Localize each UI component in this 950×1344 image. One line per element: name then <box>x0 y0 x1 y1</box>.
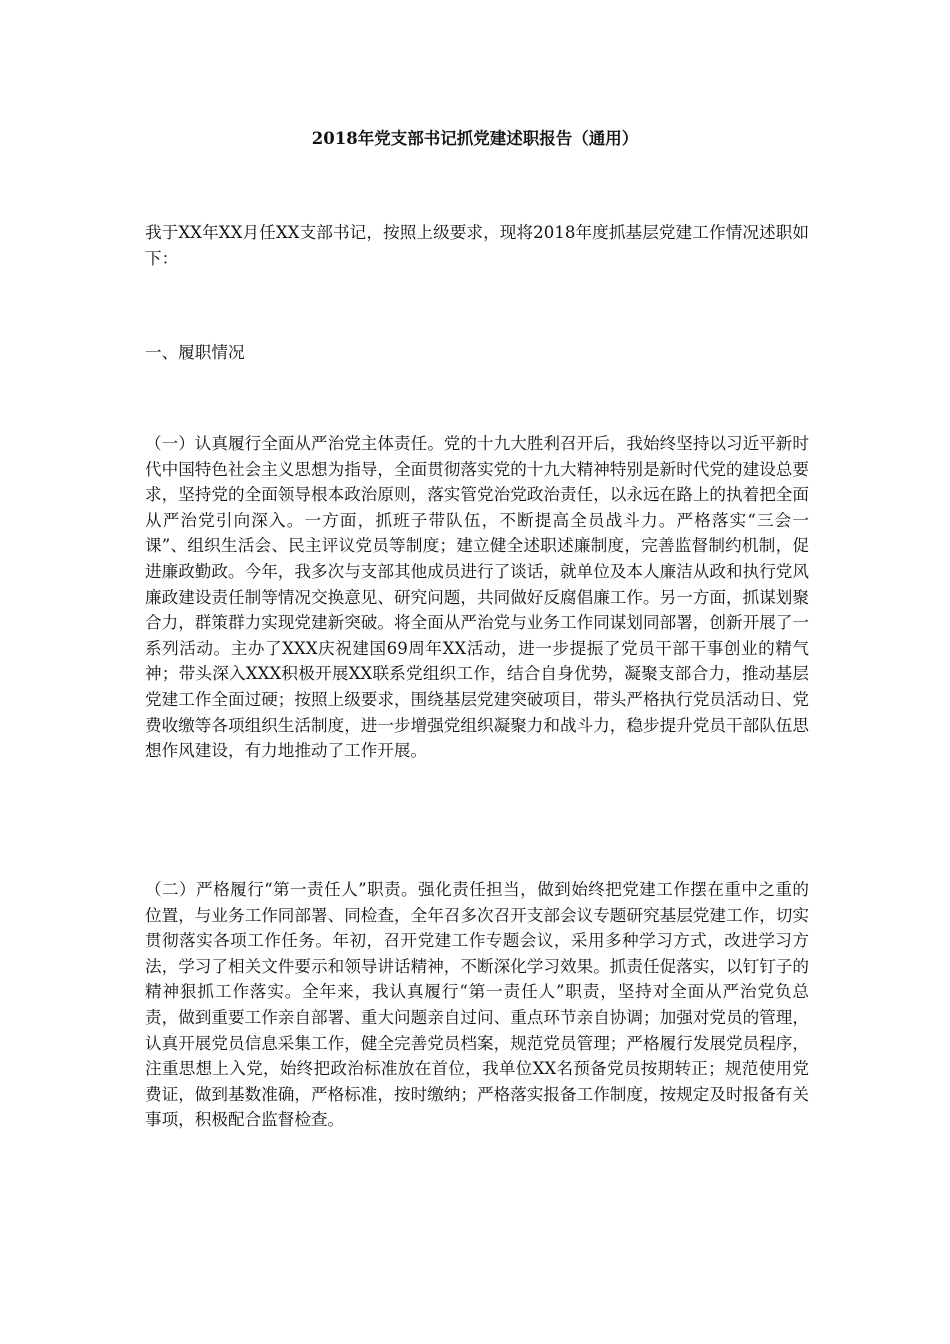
body-paragraph-1: （一）认真履行全面从严治党主体责任。党的十九大胜利召开后，我始终坚持以习近平新时代中国特色社会主义思想为指导，全面贯彻落实党的十九大精神特别是新时代党的建设总要求，坚持党的全面领导根本政治原则，落实管党治党政治责任，以永远在路上的执着把全面从严治党引向深入。一方面，抓班子带队伍，不断提高全员战斗力。严格落实“三会一课”、组织生活会、民主评议党员等制度；建立健全述职述廉制度，完善监督制约机制，促进廉政勤政。今年，我多次与支部其他成员进行了谈话，就单位及本人廉洁从政和执行党风廉政建设责任制等情况交换意见、研究问题，共同做好反腐倡廉工作。另一方面，抓谋划聚合力，群策群力实现党建新突破。将全面从严治党与业务工作同谋划同部署，创新开展了一系列活动。主办了XXX庆祝建国69周年XX活动，进一步提振了党员干部干事创业的精气神；带头深入XXX积极开展XX联系党组织工作，结合自身优势，凝聚支部合力，推动基层党建工作全面过硬；按照上级要求，围绕基层党建突破项目，带头严格执行党员活动日、党费收缴等各项组织生活制度，进一步增强党组织凝聚力和战斗力，稳步提升党员干部队伍思想作风建设，有力地推动了工作开展。 <box>145 434 809 761</box>
body-paragraph-2: （二）严格履行“第一责任人”职责。强化责任担当，做到始终把党建工作摆在重中之重的位置，与业务工作同部署、同检查，全年召多次召开支部会议专题研究基层党建工作，切实贯彻落实各项工作任务。年初，召开党建工作专题会议，采用多种学习方式，改进学习方法，学习了相关文件要示和领导讲话精神，不断深化学习效果。抓责任促落实，以钉钉子的精神狠抓工作落实。全年来，我认真履行“第一责任人”职责，坚持对全面从严治党负总责，做到重要工作亲自部署、重大问题亲自过问、重点环节亲自协调；加强对党员的管理，认真开展党员信息采集工作，健全完善党员档案，规范党员管理；严格履行发展党员程序，注重思想上入党，始终把政治标准放在首位，我单位XX名预备党员按期转正；规范使用党费证，做到基数准确，严格标准，按时缴纳；严格落实报备工作制度，按规定及时报备有关事项，积极配合监督检查。 <box>145 880 809 1130</box>
intro-paragraph: 我于XX年XX月任XX支部书记，按照上级要求，现将2018年度抓基层党建工作情况述职如下： <box>145 223 809 268</box>
section-heading: 一、履职情况 <box>145 343 245 362</box>
document-title: 2018年党支部书记抓党建述职报告（通用） <box>311 129 639 148</box>
